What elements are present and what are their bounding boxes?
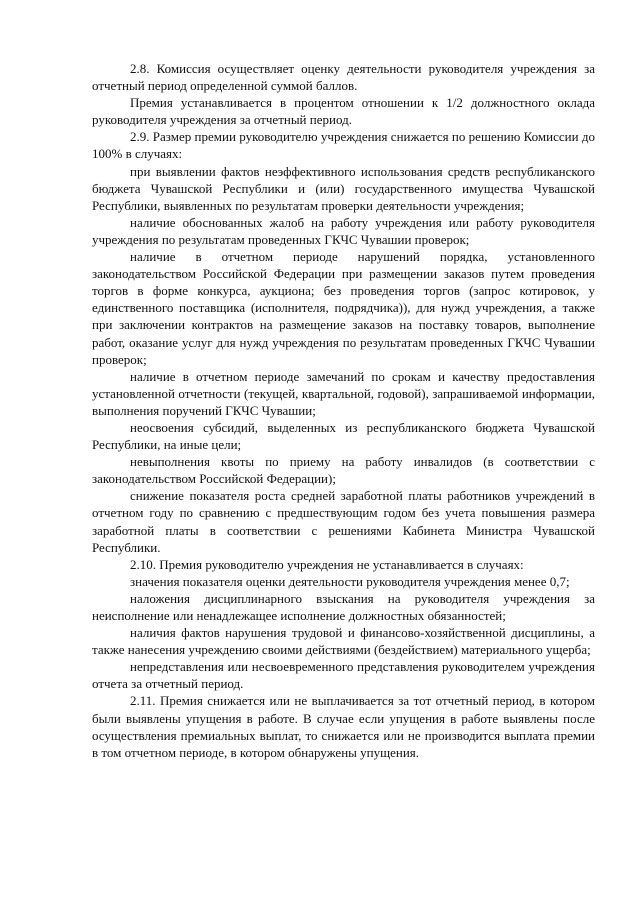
list-item-salary-growth: снижение показателя роста средней заработной платы работников учреждений в отчетном году по сравнению с предшествующим годом без учета повышения размера заработной платы в соответствии с решениями Кабинета Министра Чувашской Республики. <box>92 488 595 555</box>
list-item-procurement-violations: наличие в отчетном периоде нарушений порядка, установленного законодательством Российской Федерации при размещении заказов путем проведения торгов в форме конкурса, аукциона; без проведения торгов (запрос котировок, у единственного поставщика (исполнителя, подрядчика)), для нужд учреждения, а также при заключении контрактов на размещение заказов на поставку товаров, выполнение работ, оказание услуг для нужд учреждения по результатам проведенных ГКЧС Чувашии проверок; <box>92 249 595 367</box>
list-item-disciplinary: наложения дисциплинарного взыскания на руководителя учреждения за неисполнение или ненадлежащее исполнение должностных обязанностей; <box>92 590 595 623</box>
list-item-complaints: наличие обоснованных жалоб на работу учреждения или работу руководителя учреждения по результатам проведенных ГКЧС Чувашии проверок; <box>92 214 595 247</box>
list-item-no-report: непредставления или несвоевременного представления руководителем учреждения отчета за отчетный период. <box>92 659 595 692</box>
paragraph-bonus-percent: Премия устанавливается в процентом отношении к 1/2 должностного оклада руководителя учреждения за отчетный период. <box>92 95 595 128</box>
paragraph-2-11: 2.11. Премия снижается или не выплачивается за тот отчетный период, в котором были выявлены упущения в работе. В случае если упущения в работе выявлены после осуществления премиальных выплат, то снижается или не производится выплата премии в том отчетном периоде, в котором обнаружены упущения. <box>92 693 595 760</box>
list-item-inefficient-use: при выявлении фактов неэффективного использования средств республиканского бюджета Чувашской Республики и (или) государственного имущества Чувашской Республики, выявленных по результатам проверки деятельности учреждения; <box>92 163 595 213</box>
paragraph-2-9: 2.9. Размер премии руководителю учреждения снижается по решению Комиссии до 100% в случаях: <box>92 129 595 162</box>
list-item-reporting-remarks: наличие в отчетном периоде замечаний по срокам и качеству предоставления установленной отчетности (текущей, квартальной, годовой), запрашиваемой информации, выполнения поручений ГКЧС Чувашии; <box>92 368 595 418</box>
paragraph-2-10: 2.10. Премия руководителю учреждения не устанавливается в случаях: <box>130 556 524 572</box>
document-body <box>92 60 595 761</box>
paragraph-2-8: 2.8. Комиссия осуществляет оценку деятельности руководителя учреждения за отчетный период определенной суммой баллов. <box>92 61 595 94</box>
list-item-low-score: значения показателя оценки деятельности руководителя учреждения менее 0,7; <box>130 573 570 589</box>
list-item-unspent-subsidies: неосвоения субсидий, выделенных из республиканского бюджета Чувашской Республики, на иные цели; <box>92 419 595 453</box>
list-item-financial-violations: наличия фактов нарушения трудовой и финансово-хозяйственной дисциплины, а также нанесения учреждению своими действиями (бездействием) материального ущерба; <box>92 625 595 658</box>
list-item-disability-quota: невыполнения квоты по приему на работу инвалидов (в соответствии с законодательством Российской Федерации); <box>92 454 595 487</box>
